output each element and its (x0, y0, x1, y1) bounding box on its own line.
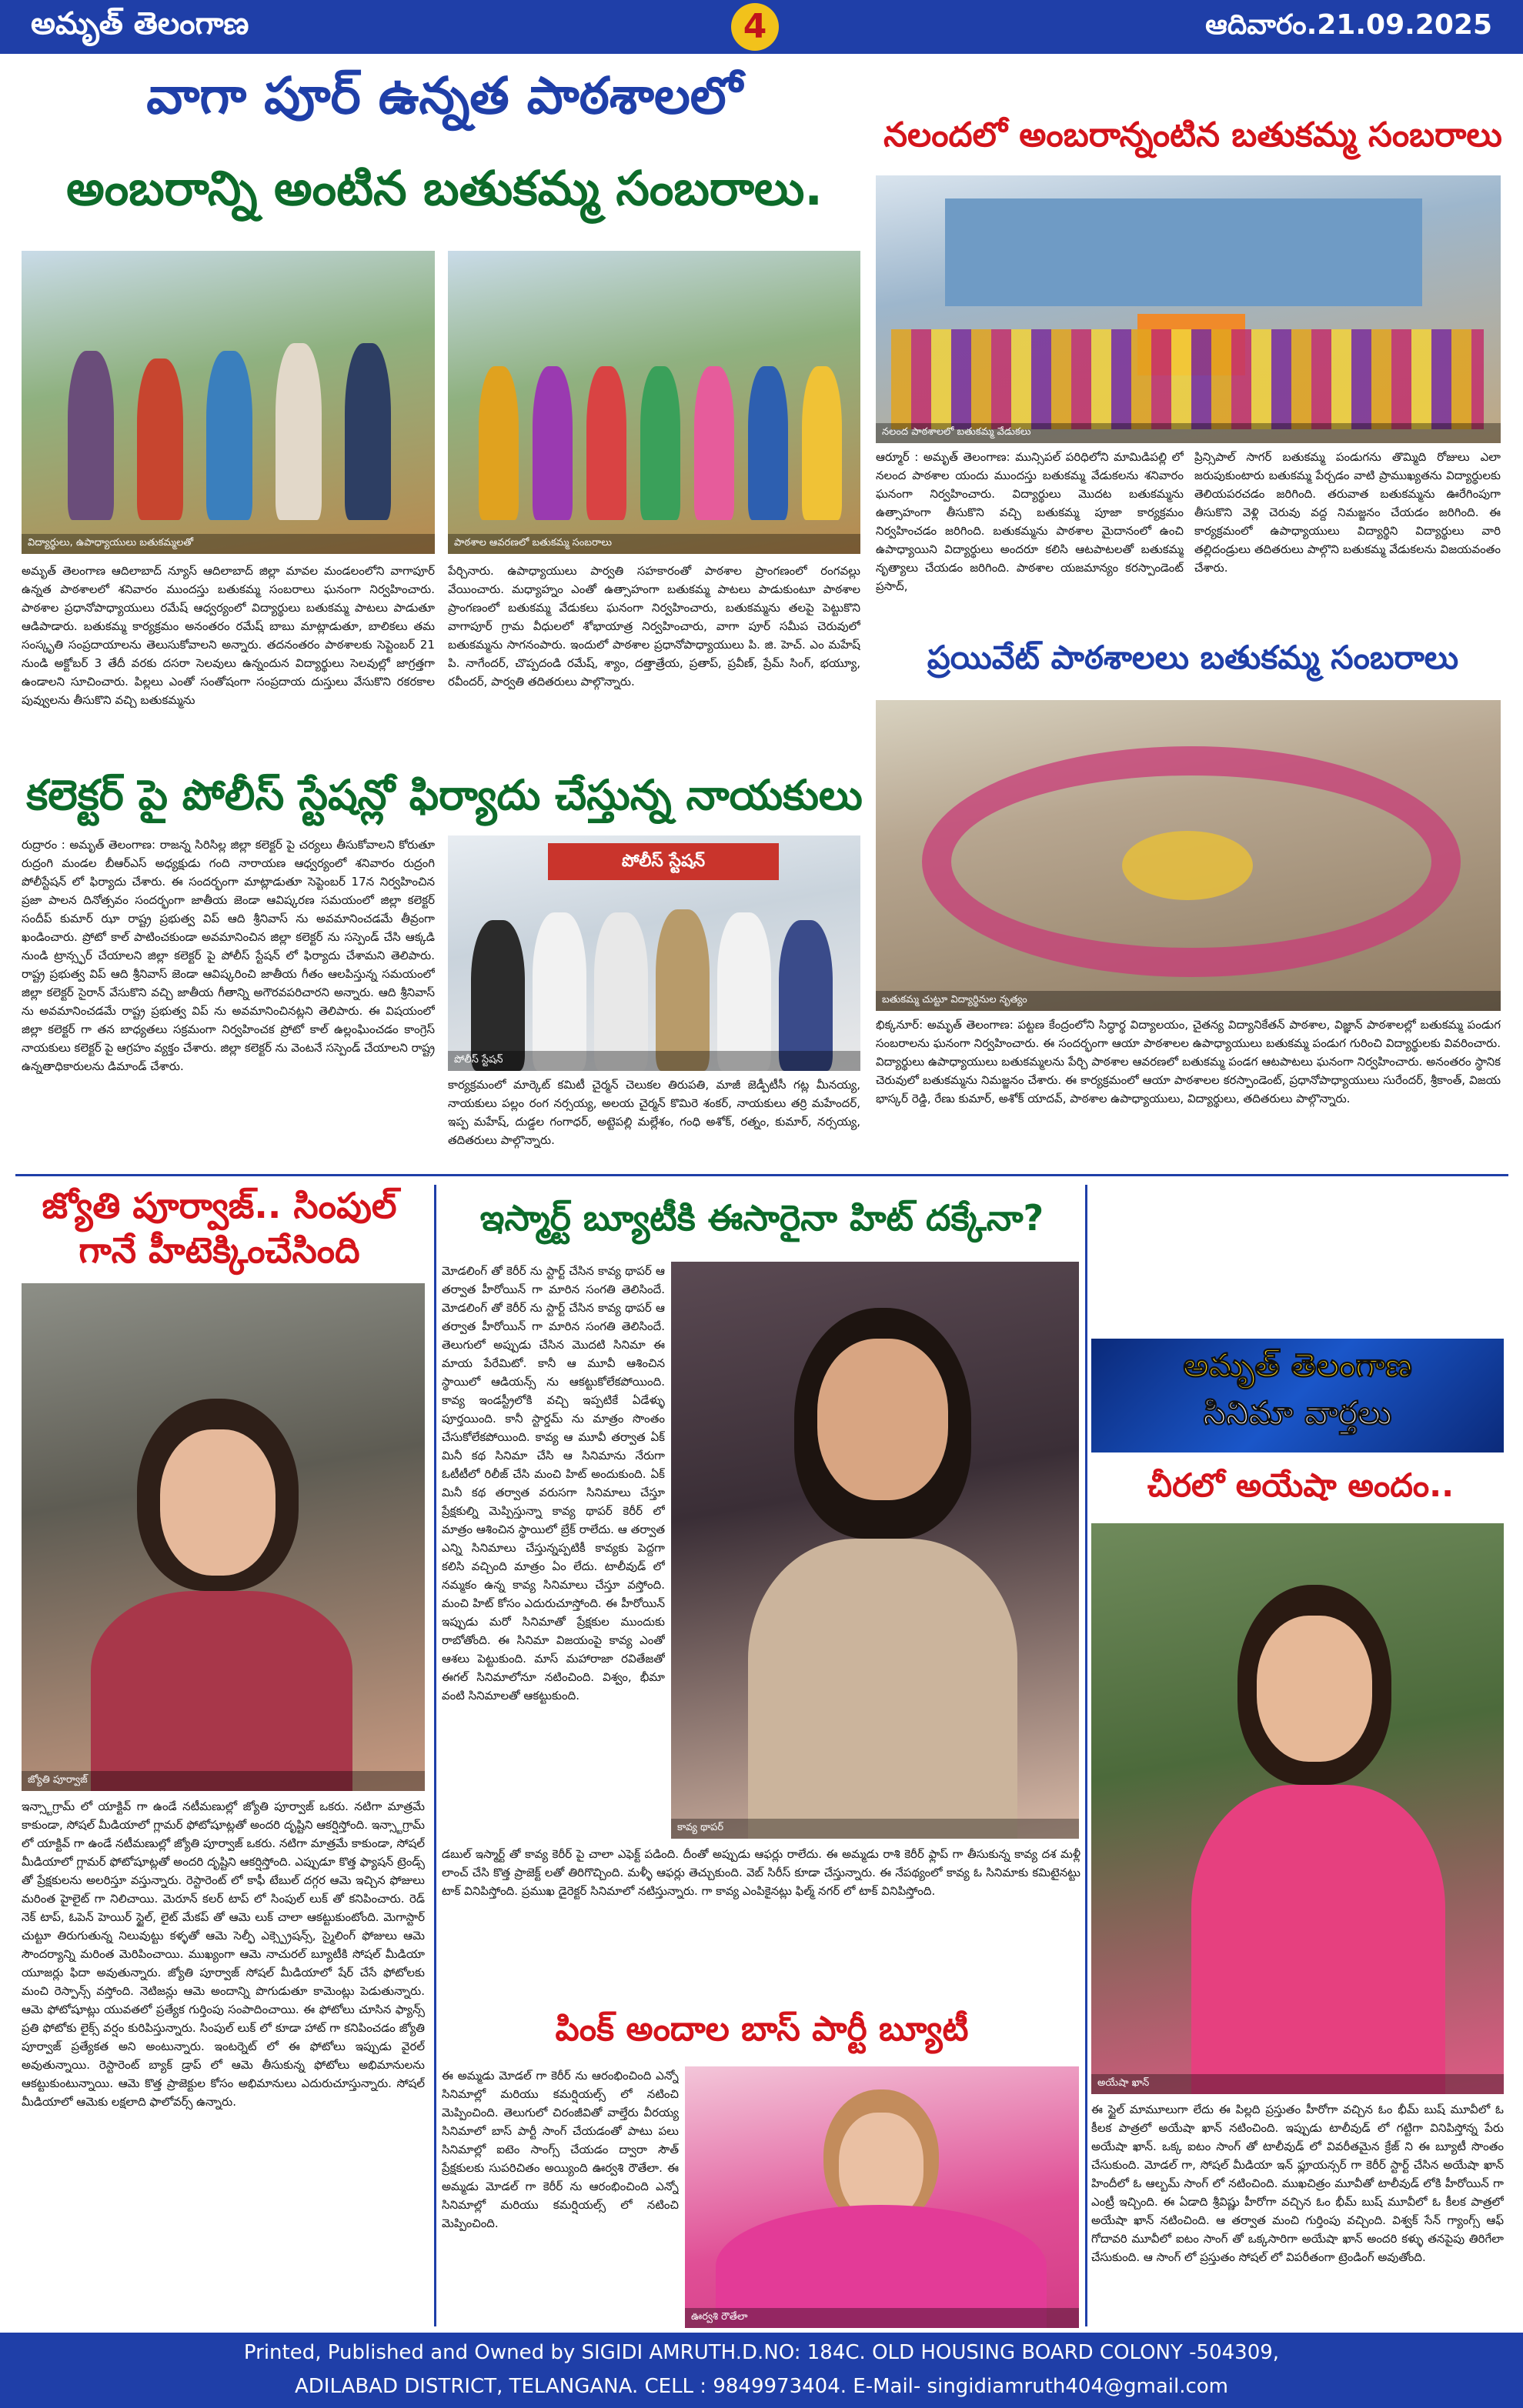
person-figure (533, 912, 586, 1071)
jyothi-photo-label: జ్యోతి పూర్వాజ్ (22, 1771, 425, 1791)
paper-name: అమృత్ తెలంగాణ (31, 6, 249, 42)
collector-photo-label: పోలీస్ స్టేషన్ (448, 1051, 860, 1071)
face (817, 1339, 948, 1500)
person-figure (748, 366, 788, 520)
person-figure (586, 366, 626, 520)
face (160, 1429, 276, 1576)
face (1257, 1616, 1372, 1762)
jyothi-body: ఇన్స్టాగ్రామ్ లో యాక్టివ్ గా ఉండే నటీమణుల్లో జ్యోతి పూర్వాజ్ ఒకరు. నటిగా మాత్రమే కాకుండా, సోషల్ మీడియాలో గ్లామర్ ఫోటోషూట్లతో అందరి దృష్టిని ఆకర్షిస్తోంది. ఇన్స్టాగ్రామ్ లో యాక్టివ్ గా ఉండే నటీమణుల్లో జ్యోతి పూర్వాజ్ ఒకరు. నటిగా మాత్రమే కాకుండా, సోషల్ మీడియాలో గ్లామర్ ఫోటోషూట్లతో అందరి దృష్టిని ఆకర్షిస్తోంది. ఎప్పుడూ కొత్త ఫ్యాషన్ ట్రెండ్స్ తో ప్రేక్షకులను అలరిస్తూ వస్తున్నారు. రెస్టారెంట్ లో కాఫీ టేబుల్ దగ్గర ఆమె ఇచ్చిన ఫోజులు మరింత హైలైట్ గా నిలిచాయి. మెరూన్ కలర్ టాప్ లో సింపుల్ లుక్ తో కనిపించారు. రెడ్ నెక్ టాప్, ఓపెన్ హెయిర్ స్టైల్, లైట్ మేకప్ తో ఆమె లుక్ చాలా ఆకట్టుకుంటోంది. మెగాస్టార్ చుట్టూ తిరుగుతున్న నిలువుట్టు కళ్ళతో ఆమె సెల్ఫీ ఎక్స్ప్రెషన్స్, స్మైలింగ్ ఫోజులు ఆమె సౌందర్యాన్ని మరింత మెరిపించాయి. ముఖ్యంగా ఆమె నాచురల్ బ్యూటీకి సోషల్ మీడియా యూజర్లు ఫిదా అవుతున్నారు. జ్యోతి పూర్వాజ్ సోషల్ మీడియాలో షేర్ చేసే ఫోటోలకు మంచి రెస్పాన్స్ వస్తోంది. నెటిజన్లు ఆమె అందాన్ని పొగుడుతూ కామెంట్లు పెడుతున్నారు. ఆమె ఫోటోషూట్లు యువతలో ప్రత్యేక గుర్తింపు సంపాదించాయి. ఈ ఫోటోలు చూసిన ఫ్యాన్స్ ప్రతి ఫోటోకు లైక్స్ వర్షం కురిపిస్తున్నారు. సింపుల్ లుక్ లో కూడా హాట్ గా కనిపించడం జ్యోతి పూర్వాజ్ ప్రత్యేకత అని అంటున్నారు. ఇంటర్నెట్ లో ఈ ఫోటోలు ఇప్పుడు వైరల్ అవుతున్నాయి. రెస్టారెంట్ బ్యాక్ డ్రాప్ లో ఆమె తీసుకున్న ఫోటోలు అభిమానులను ఆకట్టుకుంటున్నాయి. ఆమె కొత్త ప్రాజెక్టుల కోసం అభిమానులు ఎదురుచూస్తున్నారు. సోషల్ మీడియాలో ఆమెకు లక్షలాది ఫాలోవర్స్ ఉన్నారు. (22, 1799, 425, 2109)
dress (748, 1539, 1017, 1839)
footer-line1: Printed, Published and Owned by SIGIDI AMRUTH.D.NO: 184C. OLD HOUSING BOARD COLONY -504309, (243, 2341, 1280, 2364)
maroon-top (91, 1591, 352, 1791)
person-figure (471, 920, 525, 1071)
ismart-photo-label: కావ్య థాపర్ (671, 1819, 1079, 1839)
nalanda-body-left: ఆర్మూర్ : అమృత్ తెలంగాణ: మున్సిపల్ పరిధిలోని మామిడిపల్లి లో నలంద పాఠశాల యందు ముందస్తు బతుకమ్మ వేడుకలను శనివారం ఘనంగా నిర్వహించారు. విద్యార్థులు మొదట బతుకమ్మను ఉత్సాహంగా తీసుకొని వచ్చి బతుకమ్మ పూజా కార్యక్రమం నిర్వహించడం జరిగింది. బతుకమ్మను పాఠశాల మైదానంలో ఉంచి ఉపాధ్యాయిని విద్యార్థులు అందరూ కలిసి ఆటపాటలతో బతుకమ్మ నృత్యాలు చేయడం జరిగింది. పాఠశాల యజమాన్యం కరస్పాండెంట్ ప్రసాద్, (876, 450, 1184, 593)
column-divider (1085, 1185, 1087, 2326)
pink-saree (1191, 1785, 1445, 2094)
ismart-headline: ఇస్మార్ట్ బ్యూటీకి ఈసారైనా హిట్ దక్కేనా? (479, 1197, 1044, 1239)
person-figure (779, 920, 833, 1071)
ayesha-photo-label: అయేషా ఖాన్ (1091, 2074, 1504, 2094)
person-figure (206, 351, 252, 520)
collector-body-left: రుద్రారం : అమృత్ తెలంగాణ: రాజన్న సిరిసిల్ల జిల్లా కలెక్టర్ పై చర్యలు తీసుకోవాలని కోరుతూ రుద్రంగి మండల బీఆర్ఎస్ అధ్యక్షుడు గంది నారాయణ ఆధ్వర్యంలో శనివారం రుద్రంగి పోలీస్టేషన్ లో ఫిర్యాదు చేశారు. ఈ సందర్భంగా మాట్లాడుతూ సెప్టెంబర్ 17న నిర్వహించిన ప్రజా పాలన దినోత్సవం సందర్భంగా జాతీయ జెండా ఆవిష్కరణ సమయంలో జిల్లా కలెక్టర్ సందీప్ కుమార్ ఝా రాష్ట్ర ప్రభుత్వ విప్ ఆది శ్రీనివాస్ ను అవమానించడమే తీవ్రంగా ఖండించారు. ప్రోటో కాల్ పాటించకుండా అవమానించిన జిల్లా కలెక్టర్ ను సస్పెండ్ చేసి ఆక్కడి నుండి ట్రాన్స్ఫర్ చేయాలని జిల్లా కలెక్టర్ పై పోలీస్ స్టేషన్ లో ఫిర్యాదు చేశామని తెలిపారు. రాష్ట్ర ప్రభుత్వ విప్ ఆది శ్రీనివాస్ జెండా ఆవిష్కరించి జాతీయ గీతం ఆలపిస్తున్న సమయంలో జిల్లా కలెక్టర్ సైరాన్ వేసుకొని వచ్చి జాతీయ గీతాన్ని అగౌరవపరిచారని అన్నారు. ఆది శ్రీనివాస్ ను అవమానించడమే రాష్ట్ర ప్రభుత్వ విప్ ను అవమానించినట్లని తెలిపారు. ఈ విషయంలో జిల్లా కలెక్టర్ గా తన బాధ్యతలు సక్రమంగా నిర్వహించక ప్రోటో కాల్ ఉల్లంఘించడం కాంగ్రెస్ నాయకులు కలెక్టర్ పై ఆగ్రహం వ్యక్తం చేశారు. జిల్లా కలెక్టర్ ను వెంటనే సస్పెండ్ చేయాలని రాష్ట్ర ఉన్నతాధికారులను డిమాండ్ చేశారు. (22, 838, 435, 1073)
nalanda-body-right: ప్రిన్సిపాల్ సాగర్ బతుకమ్మ పండుగను తొమ్మిది రోజులు ఎలా జరుపుకుంటారు బతుకమ్మ పేర్చడం వాటి ప్రాముఖ్యతను విద్యార్థులకు తెలియపరచడం జరిగింది. తరువాత బతుకమ్మను ఊరేగింపుగా తీసుకొని వెళ్లి చెరువు వద్ద నిమజ్జనం చేయడం జరిగింది. ఈ కార్యక్రమంలో ఉపాధ్యాయులు విద్యార్థిని విద్యార్థులు వారి తల్లిదండ్రులు తదితరులు పాల్గొని బతుకమ్మ వేడుకలను విజయవంతం చేశారు. (1194, 450, 1501, 575)
vagapur-photo-2-label: పాఠశాల ఆవరణలో బతుకమ్మ సంబరాలు (448, 534, 860, 554)
school-building (945, 198, 1422, 306)
bathukamma-center (1122, 831, 1253, 900)
private-headline: ప్రయివేట్ పాఠశాలలు బతుకమ్మ సంబరాలు (927, 639, 1459, 676)
private-body: భిక్కనూర్: అమృత్ తెలంగాణ: పట్టణ కేంద్రంలోని సిద్ధార్థ విద్యాలయం, చైతన్య విద్యానికేతన్ పాఠశాల, విజ్ఞాన్ పాఠశాలల్లో బతుకమ్మ పండుగ సంబరాలను ఘనంగా నిర్వహించారు. ఈ సందర్భంగా ఆయా పాఠశాలల ఉపాధ్యాయులు బతుకమ్మ పండుగ గురించి విద్యార్థులకు వివరించారు. విద్యార్థులు ఉపాధ్యాయులు బతుకమ్మలను పేర్చి పాఠశాల ఆవరణలో బతుకమ్మ పండగ ఆటపాటలు ఘనంగా నిర్వహించారు. అనంతరం స్థానిక చెరువులో బతుకమ్మను నిమజ్జనం చేశారు. ఈ కార్యక్రమంలో ఆయా పాఠశాలల కరస్పాండెంట్, ప్రధానోపాధ్యాయులు సురేందర్, శ్రీకాంత్, విజయ భాస్కర్ రెడ్డి, రేణు కుమార్, అశోక్ యాదవ్, పాఠశాల ఉపాధ్యాయులు, విద్యార్థులు, తదితరులు పాల్గొన్నారు. (876, 1018, 1501, 1106)
person-figure (68, 351, 114, 520)
private-photo-label: బతుకమ్మ చుట్టూ విద్యార్థినుల నృత్యం (876, 991, 1501, 1011)
face (839, 2113, 923, 2220)
vagapur-photo-1-label: విద్యార్థులు, ఉపాధ్యాయులు బతుకమ్మలతో (22, 534, 435, 554)
footer-line2: ADILABAD DISTRICT, TELANGANA. CELL : 9849973404. E-Mail- singidiamruth404@gmail.com (295, 2375, 1228, 2398)
nalanda-photo-label: నలంద పాఠశాలలో బతుకమ్మ వేడుకలు (876, 423, 1501, 443)
person-figure (640, 366, 680, 520)
police-station-sign: పోలీస్ స్టేషన్ (548, 843, 779, 880)
ismart-photo (671, 1262, 1079, 1839)
page-number: 4 (731, 3, 779, 51)
pink-body: ఈ అమ్మడు మోడల్ గా కెరీర్ ను ఆరంభించింది ఎన్నో సినిమాల్లో మరియు కమర్షియల్స్ లో నటించి మెప్పించింది. తెలుగులో చిరంజీవితో వాల్తేరు వీరయ్య సినిమాలో బాస్ పార్టీ సాంగ్ చేయడంతో పాటు పలు సినిమాల్లో ఐటెం సాంగ్స్ చేయడం ద్వారా సౌత్ ప్రేక్షకులకు సుపరిచితం అయ్యింది ఊర్వశి రౌతేలా. ఈ అమ్మడు మోడల్ గా కెరీర్ ను ఆరంభించింది ఎన్నో సినిమాల్లో మరియు కమర్షియల్స్ లో నటించి మెప్పించింది. (442, 2069, 679, 2230)
vagapur-photo-1 (22, 251, 435, 554)
ayesha-photo (1091, 1523, 1504, 2094)
collector-photo (448, 835, 860, 1071)
cinema-banner-line2: సినిమా వార్తలు (1203, 1394, 1392, 1432)
person-figure (717, 912, 771, 1071)
person-figure (694, 366, 734, 520)
jyothi-headline-line1: జ్యోతి పూర్వాజ్.. సింపుల్ (42, 1185, 397, 1226)
column-divider (434, 1185, 436, 2326)
person-figure (656, 909, 710, 1071)
nalanda-photo (876, 175, 1501, 443)
vagapur-body-left: అమృత్ తెలంగాణ ఆదిలాబాద్ న్యూస్ ఆదిలాబాద్ జిల్లా మావల మండలంలోని వాగాపూర్ ఉన్నత పాఠశాలలో శనివారం ముందస్తు బతుకమ్మ సంబరాలు ఘనంగా నిర్వహించారు. పాఠశాల ప్రధానోపాధ్యాయులు రమేష్ ఆధ్వర్యంలో విద్యార్థులు బతుకమ్మ పాటలు పాడుతూ ఆడిపాడారు. బతుకమ్మ కార్యక్రమం అనంతరం రమేష్ బాబు మాట్లాడుతూ, బాలికలు తమ సంస్కృతి సంప్రదాయాలను తెలుసుకోవాలని అన్నారు. తదనంతరం పాఠశాలకు సెప్టెంబర్ 21 నుండి అక్టోబర్ 3 తేదీ వరకు దసరా సెలవులు ఉన్నందున విద్యార్థులు సెలవుల్లో జాగ్రత్తగా ఉండాలని సూచించారు. పిల్లలు ఎంతో సంతోషంగా సంప్రదాయ దుస్తులు వేసుకొని రకరకాల పువ్వులను తీసుకొని వచ్చి బతుకమ్మను (22, 564, 435, 707)
person-figure (276, 343, 322, 520)
section-divider (15, 1174, 1508, 1176)
vagapur-body-right: పేర్చినారు. ఉపాధ్యాయులు పార్వతి సహకారంతో పాఠశాల ప్రాంగణంలో రంగవల్లు వేయించారు. మధ్యాహ్నం ఎంతో ఉత్సాహంగా బతుకమ్మ పాటలు పాడుకుంటూ పాఠశాల ప్రాంగణంలో బతుకమ్మ వేడుకలు ఘనంగా నిర్వహించారు, బతుకమ్మను తలపై పెట్టుకొని వాగాపూర్ గ్రామ వీధులలో శోభాయాత్ర నిర్వహించారు, వాగా పూర్ సమీప చెరువులో బతుకమ్మను సాగనంపారు. ఇందులో పాఠశాల ప్రధానోపాధ్యాయులు పి. జి. హెచ్. ఎం మహేష్ పి. నాగేందర్, చొప్పదండి రమేష్, శ్యాం, దత్తాత్రేయ, ప్రతాప్, ప్రవీణ్, ప్రేమ్ సింగ్, భయ్యూ, రవీందర్, పార్వతి తదితరులు పాల్గొన్నారు. (448, 564, 860, 689)
ismart-body-top: మోడలింగ్ తో కెరీర్ ను స్టార్ట్ చేసిన కావ్య థాపర్ ఆ తర్వాత హీరోయిన్ గా మారిన సంగతి తెలిసిందే. మోడలింగ్ తో కెరీర్ ను స్టార్ట్ చేసిన కావ్య థాపర్ ఆ తర్వాత హీరోయిన్ గా మారిన సంగతి తెలిసిందే. తెలుగులో అప్పుడు చేసిన మొదటి సినిమా ఈ మాయ పేరేమిటో. కానీ ఆ మూవీ ఆశించిన స్థాయిలో ఆడియన్స్ ను ఆకట్టుకోలేకపోయింది. కావ్య ఇండస్ట్రీలోకి వచ్చి ఇప్పటికే ఏడేళ్ళు పూర్తయింది. కానీ స్టార్డమ్ ను మాత్రం సొంతం చేసుకోలేకపోయింది. కావ్య ఆ మూవీ తర్వాత ఏక్ మినీ కథ సినిమా చేసి ఆ సినిమాను నేరుగా ఓటీటీలో రిలీజ్ చేసి మంచి హిట్ అందుకుంది. ఏక్ మినీ కథ తర్వాత వరుసగా సినిమాలు చేస్తూ ప్రేక్షకుల్ని మెప్పిస్తున్నా కావ్య థాపర్ కెరీర్ లో మాత్రం ఆశించిన స్థాయిలో బ్రేక్ రాలేదు. ఆ తర్వాత ఎన్ని సినిమాలు చేస్తున్నప్పటికీ కావ్యకు పెద్దగా కలిసి వచ్చింది మాత్రం ఏం లేదు. టాలీవుడ్ లో నమ్మకం ఉన్న కావ్య సినిమాలు చేస్తూ వస్తోంది. మంచి హిట్ కోసం ఎదురుచూస్తోంది. ఈ హీరోయిన్ ఇప్పుడు మరో సినిమాతో ప్రేక్షకుల ముందుకు రాబోతోంది. ఈ సినిమా విజయంపై కావ్య ఎంతో ఆశలు పెట్టుకుంది. మాస్ మహారాజా రవితేజతో ఈగల్ సినిమాలోనూ నటించింది. విశ్వం, భీమా వంటి సినిమాలతో ఆకట్టుకుంది. (442, 1264, 665, 1703)
collector-body-right: కార్యక్రమంలో మార్కెట్ కమిటీ చైర్మన్ చెలుకల తిరుపతి, మాజీ జెడ్పీటీసీ గట్ల మీనయ్య, నాయకులు పల్లం రంగ నర్సయ్య, అలయ చైర్మన్ కొమిరె శంకర్, నాయకులు తర్రి మహేందర్, ఇప్ప మహేష్, దుడ్డల గంగాధర్, అట్టెపల్లి మల్లేశం, గంధి అశోక్, రత్నం, కుమార్, నర్సయ్య, తదితరులు పాల్గొన్నారు. (448, 1078, 860, 1147)
person-figure (533, 366, 573, 520)
jyothi-headline-line2: గానే హీటెక్కించేసింది (78, 1229, 360, 1271)
pink-headline: పింక్ అందాల బాస్ పార్టీ బ్యూటీ (555, 2009, 969, 2049)
pink-photo (685, 2066, 1079, 2328)
nalanda-headline: నలందలో అంబరాన్నంటిన బతుకమ్మ సంబరాలు (883, 115, 1502, 155)
collector-headline: కలెక్టర్ పై పోలీస్ స్టేషన్లో ఫిర్యాదు చేస్తున్న నాయకులు (26, 771, 863, 819)
footer (0, 2333, 1523, 2408)
crowd (891, 329, 1484, 429)
vagapur-headline-line2: అంబరాన్ని అంటిన బతుకమ్మ సంబరాలు. (66, 160, 823, 216)
ayesha-body: ఈ స్టైల్ మామూలుగా లేదు ఈ పిల్లది ప్రస్తుతం హీరోగా వచ్చిన ఓం భీమ్ బుష్ మూవీలో ఓ కీలక పాత్రలో అయేషా ఖాన్ నటించింది. ఇప్పుడు టాలీవుడ్ లో గట్టిగా వినిపిస్తోన్న పేరు అయేషా ఖాన్. ఒక్క ఐటం సాంగ్ తో టాలీవుడ్ లో వివరీతమైన క్రేజ్ ని ఈ బ్యూటీ సొంతం చేసుకుంది. మోడల్ గా, సోషల్ మీడియా ఇన్ ఫ్లూయన్సర్ గా కెరీర్ స్టార్ట్ చేసిన అయేషా ఖాన్ హిందీలో ఓ ఆల్బమ్ సాంగ్ లో నటించింది. ముఖచిత్రం మూవీతో టాలీవుడ్ లోకి హీరోయిన్ గా ఎంట్రీ ఇచ్చింది. ఈ ఏడాది శ్రీవిష్ణు హీరోగా వచ్చిన ఓం భీమ్ బుష్ మూవీలో ఓ కీలక పాత్రలో అయేషా ఖాన్ నటించింది. ఆ తర్వాత మంచి గుర్తింపు వచ్చింది. విశ్వక్ సేన్ గ్యాంగ్స్ ఆఫ్ గోదావరి మూవీలో ఐటం సాంగ్ తో ఒక్కసారిగా అయేషా ఖాన్ అందరి కళ్ళు తనపైపు తిరిగేలా చేసుకుంది. ఆ సాంగ్ లో ప్రస్తుతం సోషల్ లో విపరీతంగా ట్రెండింగ్ అవుతోంది. (1091, 2103, 1504, 2264)
pink-photo-label: ఊర్వశి రౌతేలా (685, 2308, 1079, 2328)
ayesha-headline: చీరలో అయేషా అందం.. (1147, 1466, 1455, 1504)
issue-date: ఆదివారం.21.09.2025 (1205, 9, 1492, 41)
person-figure (345, 343, 391, 520)
private-photo (876, 700, 1501, 1011)
person-figure (802, 366, 842, 520)
person-figure (479, 366, 519, 520)
cinema-banner-line1: అమృత్ తెలంగాణ (1183, 1346, 1412, 1384)
ismart-body-bottom: డబుల్ ఇస్మార్ట్ తో కావ్య కెరీర్ పై చాలా ఎఫెక్ట్ పడింది. దీంతో అప్పుడు ఆఫర్లు రాలేదు. ఈ అమ్మడు రాశి కెరీర్ ఫ్లాప్ గా తీసుకున్న కావ్య దశ మళ్లీ లాంచ్ చేసి కొత్త ప్రాజెక్ట్ లతో తిరిగొచ్చింది. మళ్ళీ ఆఫర్లు తెచ్చుకుంది. వెబ్ సిరీస్ కూడా చేస్తున్నారు. ఈ నేపథ్యంలో కావ్య ఓ సినిమాకు కమిటైనట్టు టాక్ వినిపిస్తోంది. ప్రముఖ డైరెక్టర్ సినిమాలో నటిస్తున్నారు. గా కావ్య ఎంపికైనట్లు ఫిల్మ్ నగర్ లో టాక్ వినిపిస్తోంది. (442, 1847, 1080, 1898)
jyothi-photo (22, 1283, 425, 1791)
vagapur-headline-line1: వాగా పూర్ ఉన్నత పాఠశాలలో (146, 66, 743, 125)
person-figure (594, 912, 648, 1071)
vagapur-photo-2 (448, 251, 860, 554)
person-figure (137, 359, 183, 520)
